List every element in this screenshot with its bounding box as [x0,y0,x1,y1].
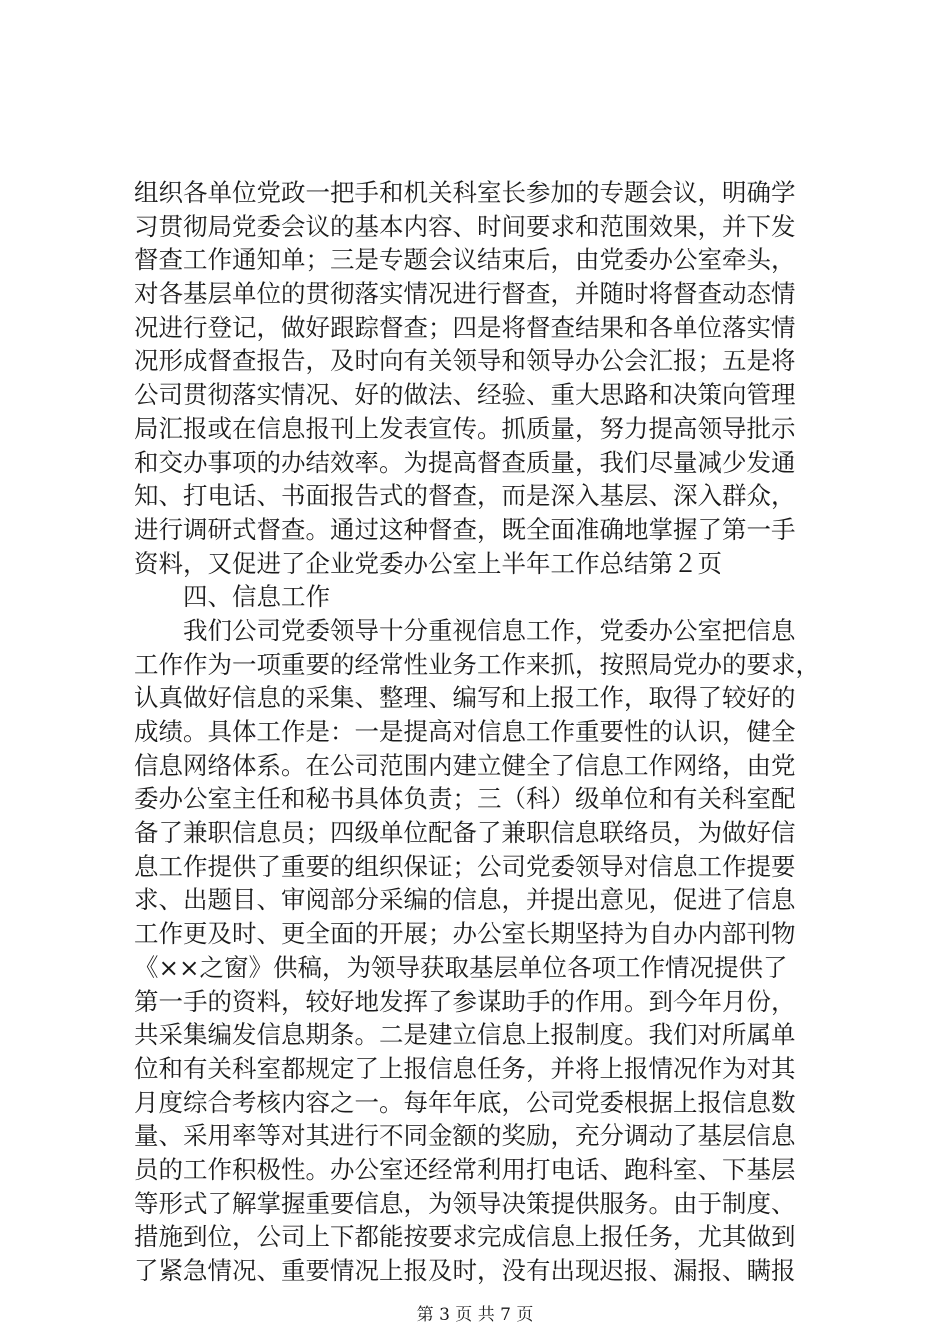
paragraph-2 [134,614,834,1288]
text-line: 对各基层单位的贯彻落实情况进行督查，并随时将督查动态情 [134,279,796,309]
text-line: 进行调研式督查。通过这种督查，既全面准确地掌握了第一手 [134,514,796,544]
text-line: 习贯彻局党委会议的基本内容、时间要求和范围效果，并下发 [134,211,796,241]
text-line: 员的工作积极性。办公室还经常利用打电话、跑科室、下基层 [134,1154,796,1184]
text-line: 等形式了解掌握重要信息，为领导决策提供服务。由于制度、 [134,1188,796,1218]
text-line: 第一手的资料，较好地发挥了参谋助手的作用。到今年月份， [134,986,796,1016]
text-line: 工作更及时、更全面的开展；办公室长期坚持为自办内部刊物 [134,919,796,949]
text-line: 认真做好信息的采集、整理、编写和上报工作，取得了较好的 [134,683,796,713]
text-line: 位和有关科室都规定了上报信息任务，并将上报情况作为对其 [134,1053,796,1083]
text-line: 备了兼职信息员；四级单位配备了兼职信息联络员，为做好信 [134,818,796,848]
text-line: 委办公室主任和秘书具体负责；三（科）级单位和有关科室配 [134,784,796,814]
text-line: 成绩。具体工作是：一是提高对信息工作重要性的认识，健全 [134,717,796,746]
text-line: 量、采用率等对其进行不同金额的奖励，充分调动了基层信息 [134,1121,796,1151]
document-body [134,176,834,1288]
text-line: 资料，又促进了企业党委办公室上半年工作总结第２页 [134,548,722,578]
text-line: 况形成督查报告，及时向有关领导和领导办公会汇报；五是将 [134,346,796,376]
section-heading: 四、信息工作 [183,582,330,612]
text-line: 信息网络体系。在公司范围内建立健全了信息工作网络，由党 [134,750,796,780]
text-line: 措施到位，公司上下都能按要求完成信息上报任务，尤其做到 [134,1222,796,1252]
text-line: 知、打电话、书面报告式的督查，而是深入基层、深入群众， [134,481,796,511]
paragraph-1 [134,176,834,580]
text-line: 《××之窗》供稿，为领导获取基层单位各项工作情况提供了 [134,952,788,982]
text-line: 了紧急情况、重要情况上报及时，没有出现迟报、漏报、瞒报 [134,1256,796,1285]
text-line: 公司贯彻落实情况、好的做法、经验、重大思路和决策向管理 [134,380,796,410]
text-line: 况进行登记，做好跟踪督查；四是将督查结果和各单位落实情 [134,312,796,342]
text-line: 月度综合考核内容之一。每年年底，公司党委根据上报信息数 [134,1087,796,1117]
page-number-footer: 第 3 页 共 7 页 [416,1305,534,1325]
text-line: 息工作提供了重要的组织保证；公司党委领导对信息工作提要 [134,851,796,881]
text-line: 局汇报或在信息报刊上发表宣传。抓质量，努力提高领导批示 [134,413,796,443]
text-line: 组织各单位党政一把手和机关科室长参加的专题会议，明确学 [134,178,796,207]
text-line: 求、出题目、审阅部分采编的信息，并提出意见，促进了信息 [134,885,796,915]
text-line: 和交办事项的办结效率。为提高督查质量，我们尽量减少发通 [134,447,796,477]
text-line: 我们公司党委领导十分重视信息工作，党委办公室把信息 [183,615,796,645]
text-line: 工作作为一项重要的经常性业务工作来抓，按照局党办的要求， [134,649,820,679]
text-line: 督查工作通知单；三是专题会议结束后，由党委办公室牵头， [134,245,796,275]
text-line: 共采集编发信息期条。二是建立信息上报制度。我们对所属单 [134,1020,796,1050]
